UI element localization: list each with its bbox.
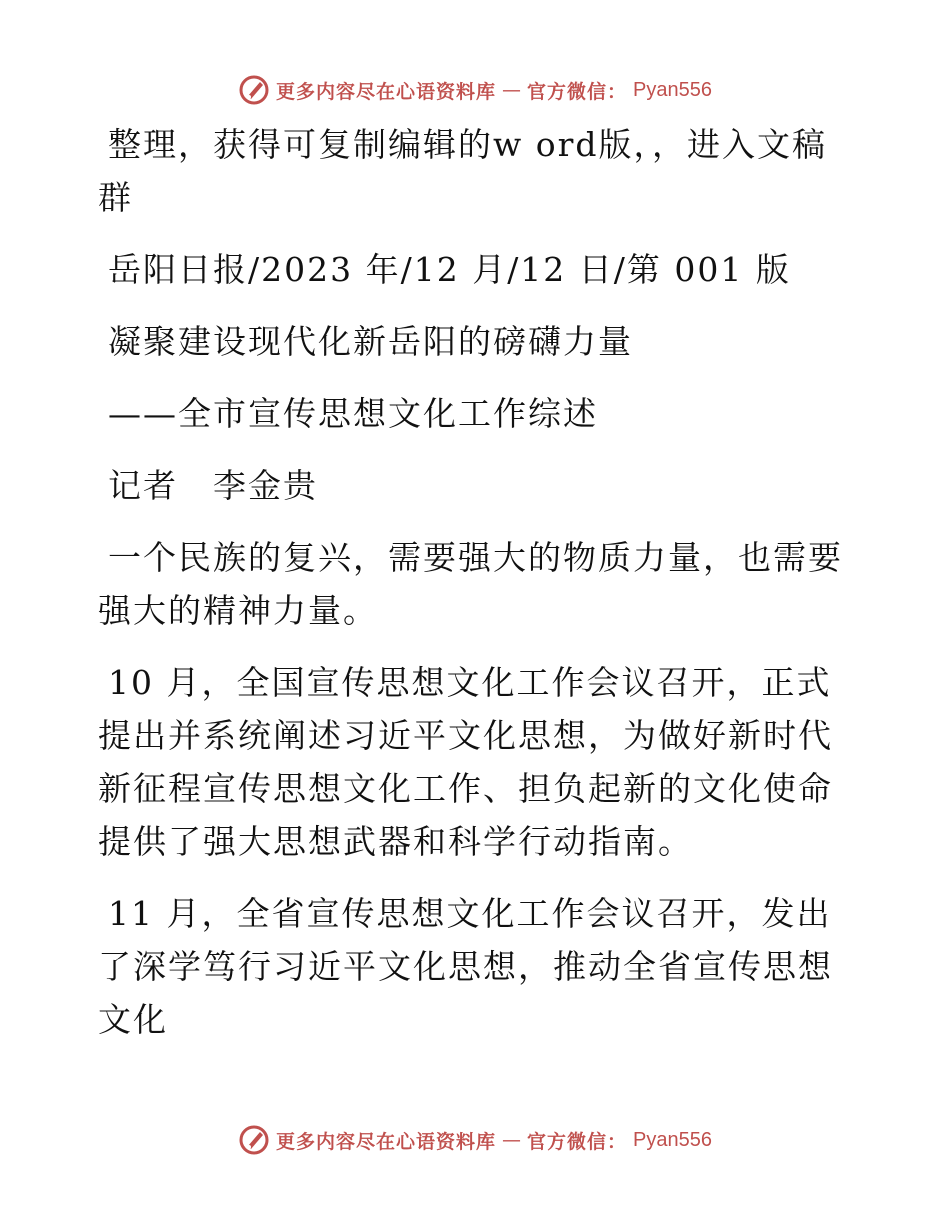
watermark-account-label: 官方微信： — [527, 1130, 628, 1153]
pen-circle-logo-icon — [238, 74, 270, 106]
watermark-account-id: Pyan556 — [633, 78, 712, 101]
byline: 记者 李金贵 — [108, 466, 318, 505]
watermark-account-label: 官方微信： — [527, 80, 628, 103]
watermark-account-id: Pyan556 — [633, 1128, 712, 1151]
source-line: 岳阳日报/2023 年/12 月/12 日/第 001 版 — [108, 250, 791, 289]
body-paragraph: 10 月，全国宣传思想文化工作会议召开，正式提出并系统阐述习近平文化思想，为做好新时代新征程宣传思想文化工作、担负起新的文化使命提供了强大思想武器和科学行动指南。 — [98, 663, 833, 861]
watermark-dash: — — [502, 1129, 522, 1151]
body-paragraph: 一个民族的复兴，需要强大的物质力量，也需要强大的精神力量。 — [98, 538, 843, 630]
article-subtitle: ——全市宣传思想文化工作综述 — [108, 394, 598, 433]
watermark-footer — [0, 1122, 950, 1158]
watermark-site-text: 更多内容尽在心语资料库 — [276, 80, 497, 103]
watermark-dash: — — [502, 79, 522, 101]
watermark-header — [0, 72, 950, 108]
body-paragraph: 11 月，全省宣传思想文化工作会议召开，发出了深学笃行习近平文化思想，推动全省宣传思想文化 — [98, 894, 833, 1039]
intro-note: 整理，获得可复制编辑的w ord版，，进入文稿群 — [98, 125, 828, 217]
document-body — [98, 118, 858, 1065]
pen-circle-logo-icon — [238, 1124, 270, 1156]
article-title: 凝聚建设现代化新岳阳的磅礴力量 — [108, 322, 633, 361]
watermark-site-text: 更多内容尽在心语资料库 — [276, 1130, 497, 1153]
